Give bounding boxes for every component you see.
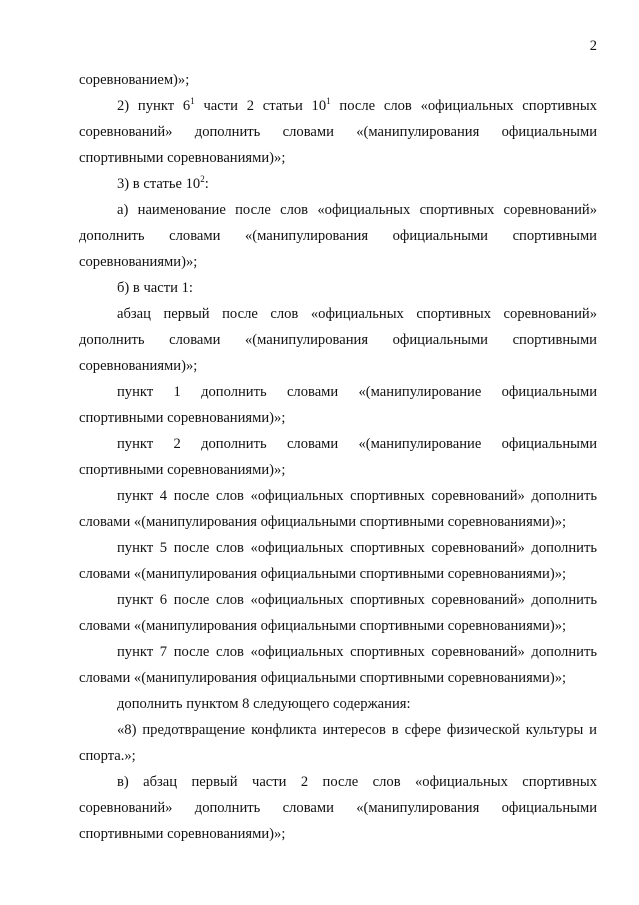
paragraph-14: «8) предотвращение конфликта интересов в сфере физической культуры и спорта.»;: [79, 722, 597, 764]
paragraph-12: пункт 7 после слов «официальных спортивных соревнований» дополнить словами «(манипулирования официальными спортивными соревнованиями)»;: [79, 644, 597, 686]
paragraph-2: 2) пункт $6^1$ части 2 статьи $10^1$ после слов «официальных спортивных соревнований» дополнить словами «(манипулирования официальными спортивными соревнованиями)»;: [79, 96, 597, 166]
document-body: [79, 67, 597, 847]
paragraph-7: пункт 1 дополнить словами «(манипулирование официальными спортивными соревнованиями)»;: [79, 384, 597, 426]
page-number: 2: [589, 38, 597, 54]
paragraph-8: пункт 2 дополнить словами «(манипулирование официальными спортивными соревнованиями)»;: [79, 436, 597, 478]
paragraph-4: а) наименование после слов «официальных спортивных соревнований» дополнить словами «(манипулирования официальными спортивными соревнованиями)»;: [79, 202, 597, 270]
paragraph-11: пункт 6 после слов «официальных спортивных соревнований» дополнить словами «(манипулирования официальными спортивными соревнованиями)»;: [79, 592, 597, 634]
paragraph-3: 3) в статье $10^2$:: [117, 174, 209, 192]
paragraph-5: б) в части 1:: [117, 280, 193, 296]
paragraph-10: пункт 5 после слов «официальных спортивных соревнований» дополнить словами «(манипулирования официальными спортивными соревнованиями)»;: [79, 540, 597, 582]
paragraph-6: абзац первый после слов «официальных спортивных соревнований» дополнить словами «(манипулирования официальными спортивными соревнованиями)»;: [79, 306, 597, 374]
paragraph-9: пункт 4 после слов «официальных спортивных соревнований» дополнить словами «(манипулирования официальными спортивными соревнованиями)»;: [79, 488, 597, 530]
paragraph-15: в) абзац первый части 2 после слов «официальных спортивных соревнований» дополнить словами «(манипулирования официальными спортивными соревнованиями)»;: [79, 774, 597, 842]
paragraph-1: соревнованием)»;: [79, 72, 190, 88]
paragraph-13: дополнить пунктом 8 следующего содержания:: [117, 696, 411, 712]
